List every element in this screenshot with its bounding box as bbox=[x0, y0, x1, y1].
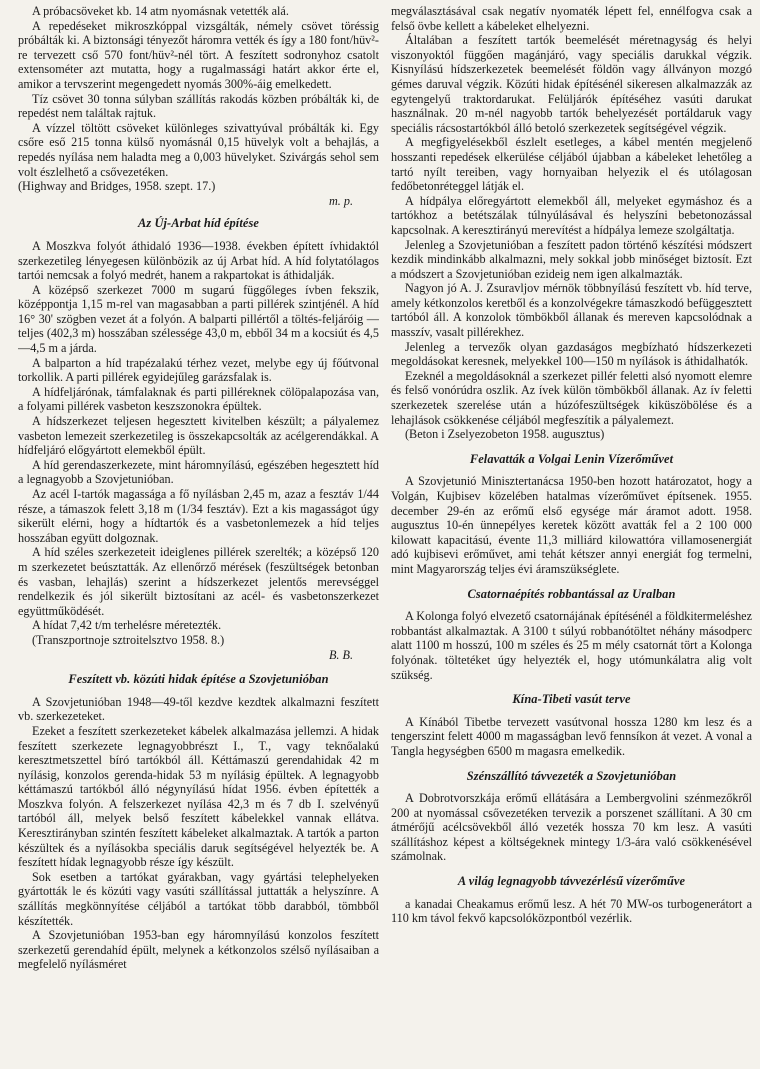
paragraph: A megfigyelésekből észlelt esetleges, a kábel mentén megjelenő hosszanti repedések elkerülése céljából újabban a kábeleket lehetőleg a tartó nyílt tereiben, vagy hornyaiban helyezik el és utólagosan fedőbetonréteggel látják el. bbox=[391, 135, 752, 194]
article-prestressed-bridges-continued bbox=[391, 4, 752, 442]
source-citation: (Beton i Zselyezobeton 1958. augusztus) bbox=[405, 427, 605, 442]
paragraph: A Kolonga folyó elvezető csatornájának építésénél a földkitermeléshez robbantást alkalmaztak. A 3100 t súlyú robbanótöltet néhány másodperc alatt 1100 m hosszú, 100 m széles és 25 m mély csatornát tört a Kolonga folyónak. töltetéket úgy helyezték el, hogy utómunkálatra alig volt szükség. bbox=[391, 609, 752, 682]
paragraph: A Moszkva folyót áthidaló 1936—1938. években épített ívhidaktól szerkezetileg lényegesen különbözik az új Arbat híd. A híd folytatólagos tartói nemcsak a folyó medrét, hanem a rakpartokat is áthidalják. bbox=[18, 238, 379, 283]
paragraph: A Szovjetunió Minisztertanácsa 1950-ben hozott határozatot, hogy a Volgán, Kujbisev közelében hatalmas vízerőművet építsenek. 1955. december 29-én az erőmű első egysége már áramot adott. 1958. augusztus 10-én ünnepélyes keretek között avatták fel a 2 100 000 kilowatt kapacitású, évente 11,3 milliárd kilowattóra villamosenergiát adó kujbisevi erőművet, ami tehát kétszer annyi energiát fog termelni, mint Magyarország teljes évi áramszükséglete. bbox=[391, 474, 752, 576]
paragraph: A vízzel töltött csöveket különleges szivattyúval próbálták ki. Egy csőre eső 215 tonna külső nyomásnál 0,15 hüvelyk volt a behajlás, a repedés nyílása nem haladta meg a 0,003 hüvelyket. Szivárgás sehol sem volt észlelhető a csővezetéken. bbox=[18, 120, 379, 179]
paragraph: Jelenleg a Szovjetunióban a feszített padon történő készítési módszert kezdik mindinkább alkalmazni, mely sokkal jobb minőséget biztosít. Ezt a módszert a Szovjetunióban ezideig nem igen alkalmazták. bbox=[391, 237, 752, 281]
paragraph: Jelenleg a tervezők olyan gazdaságos megbízható hídszerkezeti megoldásokat keresnek, melyekkel 100—150 m nyílások is áthidalhatók. bbox=[391, 339, 752, 369]
two-column-layout bbox=[18, 4, 752, 1069]
paragraph: A híd gerendaszerkezete, mint háromnyílású, egészében hegesztett híd a legnagyobb a Szovjetunióban. bbox=[18, 457, 379, 487]
right-column bbox=[391, 4, 752, 1069]
paragraph: A hídfeljárónak, támfalaknak és parti pilléreknek cölöpalapozása van, a folyami pillérek vasbeton keszszonokra épültek. bbox=[18, 384, 379, 414]
paragraph: A hídpálya előregyártott elemekből áll, melyeket egymáshoz és a tartókhoz a betétszálak túlnyúlásával és helyszíni bebetonozással kapcsolnak. A keresztirányú merevítést a hídpálya lemeze szolgáltatja. bbox=[391, 193, 752, 237]
article-title: A világ legnagyobb távvezérlésű vízerőműve bbox=[457, 874, 686, 889]
paragraph: a kanadai Cheakamus erőmű lesz. A hét 70 MW-os turbogenerátort a 110 km távol fekvő kapcsolóközpontból vezérlik. bbox=[391, 896, 752, 926]
paragraph: Tíz csövet 30 tonna súlyban szállítás rakodás közben próbálták ki, de repedést nem találtak rajtuk. bbox=[18, 91, 379, 121]
paragraph: megválasztásával csak negatív nyomaték lépett fel, ennélfogva csak a felső övbe kellett a kábeleket elhelyezni. bbox=[391, 4, 752, 33]
left-column bbox=[18, 4, 379, 1069]
paragraph: A híd széles szerkezeteit ideiglenes pillérek szerelték; a középső 120 m szerkezetet beúsztatták. Az ellenőrző mérések (feszültségek betonban és vasban, lehajlás) szerint a hídszerkezet jelentős merevséggel rendelkezik és jól sikerült biztosítani az acél- és vasbetonszerkezet együttműködését. bbox=[18, 545, 379, 618]
article-title: Kína-Tibeti vasút terve bbox=[512, 692, 631, 707]
article-china-tibet-railway bbox=[391, 692, 752, 758]
author-initials: B. B. bbox=[328, 647, 353, 662]
paragraph: A Dobrotvorszkája erőmű ellátására a Lembergvolini szénmezőkről 200 at nyomással csővezetéken tervezik a porszenet szállítani. A 30 cm átmérőjű acélcsövekből álló vezeték hossza 70 km lesz. A vasúti szállításhoz képest a költségeknek mintegy 1/3-ára való csökkenésével számolnak. bbox=[391, 791, 752, 864]
paragraph: A hídszerkezet teljesen hegesztett kivitelben készült; a pályalemez vasbeton lemezeit szerkezetileg is összekapcsolták az acélgerendákkal. A hídfeljáró előgyártott elemekből épült. bbox=[18, 414, 379, 458]
paragraph: Ezeknél a megoldásoknál a szerkezet pillér feletti alsó nyomott elemre és felső vonórúdra oszlik. Az ívek külön tömbökből állanak. Az ív feletti szerkezetek szerelése után a húzófeszültségek kiküszöbölése és a lehajlások csökkenése céljából megfeszítik a pályalemezt. bbox=[391, 368, 752, 427]
article-title: Szénszállító távvezeték a Szovjetunióban bbox=[466, 768, 677, 783]
paragraph: A balparton a híd trapézalakú térhez vezet, melybe egy új főútvonal torkollik. A parti pillérek egyidejűleg garázsfalak is. bbox=[18, 355, 379, 385]
paragraph: Az acél I-tartók magassága a fő nyílásban 2,45 m, azaz a fesztáv 1/44 része, a támaszok felett 3,18 m (1/34 fesztáv). Ezt a kis magasságot úgy sikerült elérni, hogy a hídtartók és a vasbetonlemezek a híd teljes hosszában együtt dolgoznak. bbox=[18, 487, 379, 545]
article-arbat-bridge bbox=[18, 216, 379, 662]
article-coal-pipeline bbox=[391, 769, 752, 865]
paragraph: A Szovjetunióban 1953-ban egy háromnyílású konzolos feszített szerkezetű gerendahíd épült, melynek a kétkonzolos szélső nyílásaiban a megfelelő nyílásméret bbox=[18, 928, 379, 972]
paragraph: Ezeket a feszített szerkezeteket kábelek alkalmazása jellemzi. A hidak feszített szerkezete legnagyobbrészt I., T., vagy teknőalakú keresztmetszettel bíró tartókból áll. Kéttámaszú gerendahidak 42 m nyílásig, konzolos gerenda-hidak 53 m nyílásig épültek. A legnagyobb kéttámaszú tartókból álló négynyílású hídat 1956. évben építették a Moszkva folyón. A felszerkezet nyílása 42,3 m és 7 db I. szelvényű tartóból áll, melyek belső feszített kábelekkel vannak ellátva. Keresztirányban szintén feszített kábeleket alkalmaztak. A tartók a parton készültek és a nyílásokba speciális daruk segítségével helyezték be. A feszített hídak legnagyobb része így készült. bbox=[18, 723, 379, 870]
article-title: Az Új-Arbat híd építése bbox=[137, 216, 260, 231]
article-remote-hydro-plant bbox=[391, 874, 752, 926]
article-pipe-test bbox=[18, 4, 379, 208]
article-ural-canal bbox=[391, 587, 752, 683]
paragraph: A Kínából Tibetbe tervezett vasútvonal hossza 1280 km lesz és a tengerszint felett 4000 m magasságban levő fennsíkon át vezet. A vonal a Tangla hegységben 6500 m magasra emelkedik. bbox=[391, 714, 752, 758]
paragraph: A hídat 7,42 t/m terhelésre méretezték. bbox=[32, 618, 222, 633]
article-volga-power-plant bbox=[391, 452, 752, 577]
paragraph: Általában a feszített tartók beemelését méretnagyság és helyi viszonyoktól függően magánjáró, vagy speciális darukkal végzik. Kisnyílású hídszerkezetek beemelését földön vagy állványon mozgó gémes daruval végzik. Közúti hidak építésénél sikeresen alkalmazzák az egytengelyű traktordarukat. Felüljárók építéséhez vasúti darukat használnak. 20 m-nél nagyobb tartók behelyezését portáldaruk vagy speciális rácsostartókból álló betoló szerkezetek segítségével végzik. bbox=[391, 33, 752, 135]
source-citation: (Transzportnoje sztroitelsztvo 1958. 8.) bbox=[32, 632, 225, 647]
author-initials: m. p. bbox=[328, 193, 353, 208]
paragraph: A Szovjetunióban 1948—49-től kezdve kezdtek alkalmazni feszített vb. szerkezeteket. bbox=[18, 694, 379, 724]
article-title: Feszített vb. közúti hidak építése a Szovjetunióban bbox=[68, 672, 329, 687]
source-citation: (Highway and Bridges, 1958. szept. 17.) bbox=[18, 179, 216, 194]
paragraph: A repedéseket mikroszkóppal vizsgálták, némely csövet töréssig próbálták ki. A biztonsági tényezőt háromra vették és így a 180 font/hüv²-re tervezett cső 570 font/hüv²-nél tört. A feszített sodronyhoz csatolt extensométer azt mutatta, hogy a rugalmassági határt akkor érte el, amikor a tervszerint megengedett nyomás 300%-áig emelkedett. bbox=[18, 18, 379, 91]
paragraph: A próbacsöveket kb. 14 atm nyomásnak vetették alá. bbox=[32, 4, 289, 18]
paragraph: Sok esetben a tartókat gyárakban, vagy gyártási telephelyeken gyártották le és közúti vagy vasúti szállítással juttatták a helyszínre. A szállítás megkönnyítése céljából a tartókat több darabból, tömbből készítették. bbox=[18, 869, 379, 928]
paragraph: A középső szerkezet 7000 m sugarú függőleges ívben fekszik, középpontja 1,15 m-rel van magasabban a parti pillérek szintjénél. A híd 16° 30' szögben vezet át a folyón. A balparti pillértől a töltés-feljáróig — teljes (402,3 m) hosszában szélessége 43,0 m, ebből 34 m a kocsiút és 4,5—4,5 m a járda. bbox=[18, 282, 379, 356]
article-title: Felavatták a Volgai Lenin Vízerőművet bbox=[469, 451, 674, 466]
paragraph: Nagyon jó A. J. Zsuravljov mérnök többnyílású feszített vb. híd terve, amely kétkonzolos keretből és a konzolvégekre támaszkodó befüggesztett tartóból áll. A konzolok tömbökből állanak és mereven kapcsolódnak a masszív, vasalt pillérekhez. bbox=[391, 281, 752, 340]
article-prestressed-bridges bbox=[18, 672, 379, 972]
article-title: Csatornaépítés robbantással az Uralban bbox=[467, 586, 676, 601]
